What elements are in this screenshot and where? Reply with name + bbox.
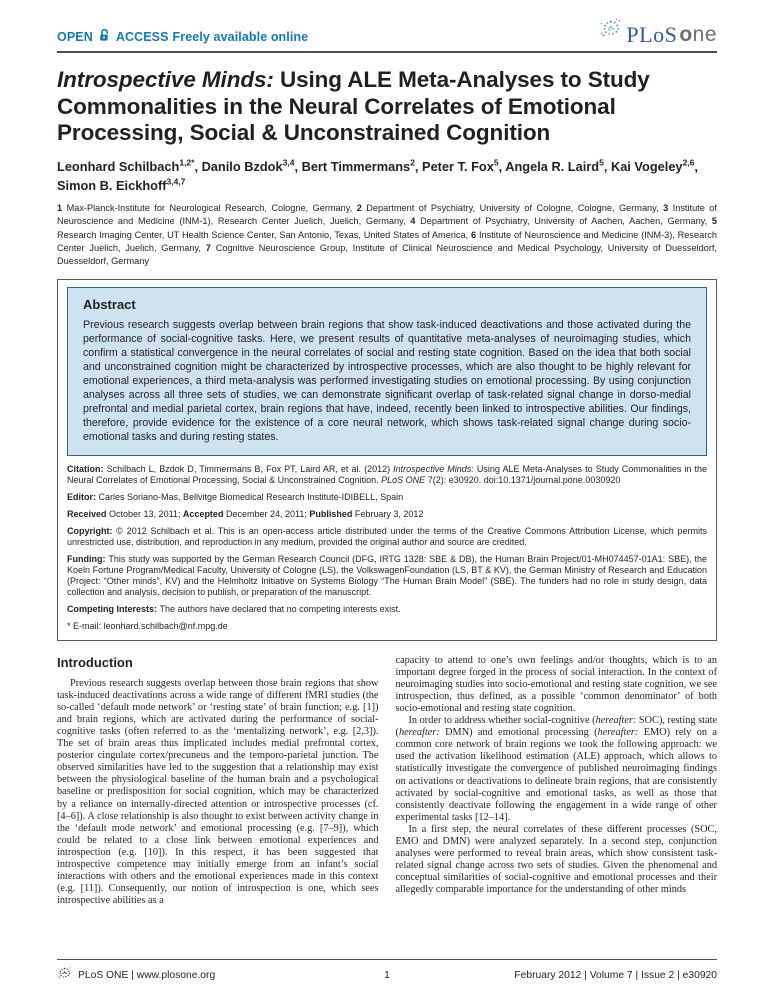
right-column-text bbox=[396, 655, 718, 896]
plos-footer-logo-icon bbox=[57, 966, 72, 984]
open-access-lock-icon bbox=[97, 28, 112, 46]
abstract-heading: Abstract bbox=[83, 296, 136, 312]
footer-journal-text[interactable]: PLoS ONE | www.plosone.org bbox=[78, 969, 216, 981]
open-access-open-text: OPEN bbox=[57, 30, 93, 44]
left-column-text bbox=[57, 678, 379, 907]
footer-left bbox=[57, 966, 367, 984]
page-footer bbox=[57, 959, 717, 984]
body-paragraph: Previous research suggests overlap between those brain regions that show task-induced deactivations across a wide range of different fMRI studies (the so-called ‘default mode network’ or ‘resting state’ of brain function; e.g. [1]) and brain regions, which are activated during the performance of social-cognitive tasks (often referred to as the ‘mentalizing network’, e.g. [2,3]). The set of brain areas thus implicated includes medial prefrontal cortex, posterior cingulate cortex/precuneus and the temporo-parietal junction. The observed similarities have led to the suggestion that a relationship may exist between the physiological baseline of the human brain and a psychological baseline or predisposition for social cognition, which may be characterized by a reliance on internally-directed attention or introspective processes (cf. [4–6]). A close relationship is also thought to exist between activity change in the ‘default mode network’ and emotional processing (e.g. [7–9]), which could be related to a close link between emotional experiences and introspection (e.g. [10]). In this respect, it has been suggested that introspective competence may initially emerge from an infant’s social interactions with others and the emotional experiences made in this context (e.g. [11]). Consequently, our notion of introspection is one, which sees introspective abilities as a bbox=[57, 678, 379, 906]
footer-issue-info: February 2012 | Volume 7 | Issue 2 | e30920 bbox=[514, 969, 717, 981]
logo-text-plos: PLoS bbox=[626, 22, 678, 47]
abstract-section bbox=[67, 287, 707, 457]
copyright-line: Copyright: © 2012 Schilbach et al. This is an open-access article distributed under the terms of the Creative Commons Attribution License, which permits unrestricted use, distribution, and reproduction in any medium, provided the original author and source are credited. bbox=[67, 526, 707, 548]
open-access-access-text: ACCESS bbox=[115, 30, 169, 44]
section-heading-introduction: Introduction bbox=[57, 655, 133, 671]
header-divider bbox=[57, 51, 717, 53]
open-access-label bbox=[57, 28, 308, 46]
right-column bbox=[396, 655, 718, 959]
plos-globe-icon bbox=[600, 18, 622, 44]
page-number: 1 bbox=[384, 969, 390, 981]
left-column bbox=[57, 655, 379, 959]
abstract-text: Previous research suggests overlap between brain regions that show task-induced deactivations and those activated during the performance of social-cognitive tasks. Here, we present results of quantitative meta-analyses of neuroimaging studies, which confirm a statistical convergence in the neural correlates of social and resting state cognition. Based on the idea that both social and unconstrained cognition might be characterized by introspective processes, which are also thought to be highly relevant for emotional experiences, a third meta-analysis was performed investigating studies on emotional processing. By using conjunction analyses across all three sets of studies, we can demonstrate significant overlap of task-related signal change in dorso-medial prefrontal and medial parietal cortex, brain regions that have, indeed, recently been linked to introspective abilities. Our findings, therefore, provide evidence for the existence of a core neural network, which shows task-related signal change during socio-emotional tasks and during resting states. bbox=[83, 318, 691, 444]
body-paragraph: In order to address whether social-cognitive (hereafter: SOC), resting state (hereafter: DMN) and emotional processing (hereafter: EMO) rely on a common core network of brain regions we took the following approach: we used the activation likelihood estimation (ALE) approach, which allows to statistically investigate the convergence of published neuroimaging findings on activations or deactivations to delineate brain regions, that are consistently activated by social-cognitive and emotional tasks, as well as those that consistently deactivate following the engagement in a wide range of other experimental tasks [12–14]. bbox=[395, 715, 718, 823]
freely-available-text: Freely available online bbox=[172, 30, 309, 44]
body-paragraph: In a first step, the neural correlates of these different processes (SOC, EMO and DMN) were analyzed separately. In a second step, conjunction analyses were performed to reveal brain areas, which show consistent task-related signal change across two sets of studies. Given the phenomenal and conceptual similarities of social-cognitive and emotional processes and their allegedly comparable importance for the understanding of other minds bbox=[395, 823, 717, 895]
plos-one-logo bbox=[600, 24, 717, 46]
logo-text-one: one bbox=[679, 23, 717, 46]
article-title: Introspective Minds: Using ALE Meta-Analyses to Study Commonalities in the Neural Correlates of Emotional Processing, Social & Unconstrained Cognition bbox=[57, 67, 650, 146]
page-header bbox=[57, 24, 717, 46]
introduction-section bbox=[57, 655, 717, 959]
funding-line: Funding: This study was supported by the German Research Council (DFG, IRTG 1328: SBE & DB), the Human Brain Project/01-MH074457-01A1: SBE), the Koeln Fortune Program/Medical Faculty, University of Cologne (LS), the VolkswagenFoundation (LS, BT & KV), the German Ministry of Research and Education (Project: “Other minds”, KV) and the Helmholtz Initiative on Systems Biology “The Human Brain Model” (SBE). The funders had no role in study design, data collection and analysis, decision to publish, or preparation of the manuscript. bbox=[67, 554, 707, 598]
email-line[interactable]: * E-mail: leonhard.schilbach@nf.mpg.de bbox=[67, 621, 228, 632]
body-paragraph: capacity to attend to one’s own feelings and/or thoughts, which is to an important degree forged in the process of social interaction. In the context of neuroimaging studies into socio-emotional and resting state cognition, we see introspection, thus defined, as a possible ‘common denominator’ of both socio-emotional and resting state cognition. bbox=[395, 655, 717, 715]
dates-line: Received October 13, 2011; Accepted December 24, 2011; Published February 3, 2012 bbox=[67, 509, 424, 520]
metadata-box bbox=[57, 279, 717, 641]
authors-line: Leonhard Schilbach$^{1,2*}$, Danilo Bzdok$^{3,4}$, Bert Timmermans$^2$, Peter T. Fox$^5$, Angela R. Laird$^5$, Kai Vogeley$^{2,6}$, Simon B. Eickhoff$^{3,4,7}$ bbox=[57, 157, 698, 193]
competing-interests-line: Competing Interests: The authors have declared that no competing interests exist. bbox=[67, 604, 401, 615]
editor-line: Editor: Carles Soriano-Mas, Bellvitge Biomedical Research Institute-IDIBELL, Spain bbox=[67, 492, 404, 503]
citation-line: Citation: Schilbach L, Bzdok D, Timmermans B, Fox PT, Laird AR, et al. (2012) Introspective Minds: Using ALE Meta-Analyses to Study Commonalities in the Neural Correlates of Emotional Processing, Social & Unconstrained Cognition. PLoS ONE 7(2): e30920. doi:10.1371/journal.pone.0030920 bbox=[67, 464, 707, 486]
affiliations: 1 Max-Planck-Institute for Neurological Research, Cologne, Germany, 2 Department of Psychiatry, University of Cologne, Cologne, Germany, 3 Institute of Neuroscience and Medicine (INM-1), Research Center Juelich, Juelich, Germany, 4 Department of Psychiatry, University of Aachen, Aachen, Germany, 5 Research Imaging Center, UT Health Science Center, San Antonio, Texas, United States of America, 6 Institute of Neuroscience and Medicine (INM-3), Research Center Juelich, Juelich, Germany, 7 Cognitive Neuroscience Group, Institute of Clinical Neuroscience and Medical Psychology, University of Duesseldorf, Duesseldorf, Germany bbox=[57, 203, 717, 267]
